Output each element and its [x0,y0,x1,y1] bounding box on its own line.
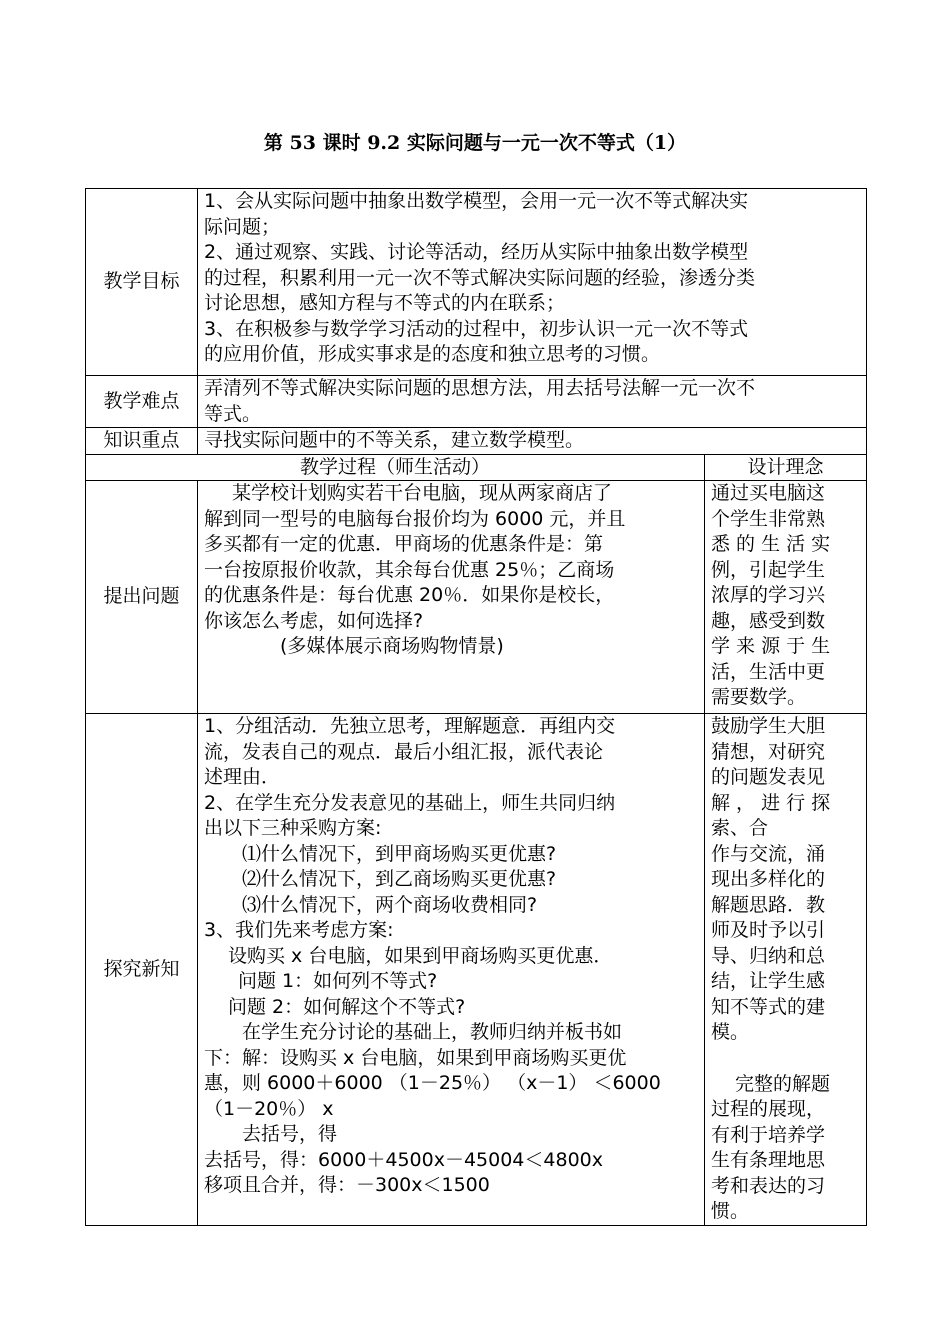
objectives-line: 的应用价值，形成实事求是的态度和独立思考的习惯。 [204,343,661,365]
page-title: 第 53 课时 9.2 实际问题与一元一次不等式（1） [263,132,687,154]
design-line: 结，让学生感 [711,970,826,992]
explore-line: ⑵什么情况下，到乙商场购买更优惠? [242,868,557,890]
design-line: 浓厚的学习兴 [711,584,826,606]
design-line: 悉 的 生 活 实 [711,533,831,555]
problem-line: 一台按原报价收款，其余每台优惠 25％；乙商场 [204,558,615,581]
lesson-plan-table [85,188,867,1226]
design-line: 师及时予以引 [711,919,826,941]
problem-line: 解到同一型号的电脑每台报价均为 6000 元，并且 [204,507,626,530]
explore-line: ⑶什么情况下，两个商场收费相同? [242,893,538,916]
explore-line: 出以下三种采购方案: [204,817,382,839]
design-line: 趣，感受到数 [711,609,826,632]
design-line: 解 ， 进 行 探 [711,791,831,814]
explore-line: 去括号，得：6000＋4500x－45004＜4800x [204,1148,603,1171]
explore-line: 在学生充分讨论的基础上，教师归纳并板书如 [242,1021,623,1043]
design-line: 考和表达的习 [711,1174,826,1197]
design-line: 完整的解题 [735,1072,831,1095]
explore-line: 1、分组活动．先独立思考，理解题意．再组内交 [204,715,616,737]
difficulty-label: 教学难点 [86,376,198,428]
design-line: 作与交流，涌 [711,842,826,865]
explore-line: 惠，则 6000＋6000 （1－25％） （x－1） ＜6000 [204,1072,661,1094]
design-line: 个学生非常熟 [711,507,826,530]
design-line: 索、合 [711,817,769,839]
objectives-line: 3、在积极参与数学学习活动的过程中，初步认识一元一次不等式 [204,317,749,340]
problem-line: (多媒体展示商场购物情景) [280,635,504,657]
explore-line: 去括号，得 [242,1123,338,1145]
design-line: 模。 [711,1021,750,1043]
objectives-line: 讨论思想，感知方程与不等式的内在联系； [204,292,566,314]
key-points-content: 寻找实际问题中的不等关系，建立数学模型。 [198,428,867,455]
explore-line: 2、在学生充分发表意见的基础上，师生共同归纳 [204,791,616,814]
design-line: 学 来 源 于 生 [711,635,831,657]
design-line: 现出多样化的 [711,868,826,890]
objectives-content [198,189,867,376]
design-line: 例，引起学生 [711,558,826,581]
explore-design [705,714,867,1226]
design-line: 有利于培养学 [711,1123,826,1146]
problem-line: 某学校计划购实若干台电脑，现从两家商店了 [232,482,613,504]
design-line: 猜想，对研究 [711,740,826,763]
explore-line: 问题 2：如何解这个不等式? [228,995,466,1018]
difficulty-content [198,376,867,428]
problem-line: 的优惠条件是：每台优惠 20％．如果你是校长， [204,584,615,606]
problem-design [705,481,867,714]
problem-content [198,481,705,714]
difficulty-line: 等式。 [204,402,262,425]
objectives-line: 际问题； [204,215,281,238]
design-line: 惯。 [711,1200,750,1222]
design-line: 通过买电脑这 [711,482,826,504]
explore-row [86,714,867,1226]
design-line: 解题思路．教 [711,893,826,916]
explore-line: （1－20％） x [204,1097,334,1120]
objectives-row [86,189,867,376]
design-line: 知不等式的建 [711,995,826,1018]
explore-line: 下：解：设购买 x 台电脑，如果到甲商场购买更优 [204,1046,627,1069]
process-header-row [86,454,867,481]
design-line: 鼓励学生大胆 [711,715,826,737]
key-points-row [86,428,867,455]
explore-line: 流，发表自己的观点．最后小组汇报，派代表论 [204,740,604,763]
objectives-line: 的过程，积累利用一元一次不等式解决实际问题的经验，渗透分类 [204,266,756,289]
explore-label: 探究新知 [86,714,198,1226]
problem-line: 多买都有一定的优惠．甲商场的优惠条件是：第 [204,533,604,555]
design-line: 导、归纳和总 [711,944,826,967]
objectives-line: 1、会从实际问题中抽象出数学模型，会用一元一次不等式解决实 [204,190,749,212]
design-header: 设计理念 [705,454,867,481]
design-line: 活，生活中更 [711,660,826,683]
problem-label: 提出问题 [86,481,198,714]
process-header: 教学过程（师生活动） [86,454,705,481]
objectives-label: 教学目标 [86,189,198,376]
explore-line: 设购买 x 台电脑，如果到甲商场购买更优惠． [228,944,613,967]
design-line: 过程的展现， [711,1098,826,1120]
problem-row [86,481,867,714]
difficulty-row [86,376,867,428]
explore-line: ⑴什么情况下，到甲商场购买更优惠? [242,842,557,865]
problem-line: 你该怎么考虑，如何选择? [204,609,424,632]
explore-line: 问题 1：如何列不等式? [238,970,438,992]
key-points-label: 知识重点 [86,428,198,455]
explore-content [198,714,705,1226]
design-line: 生有条理地思 [711,1149,826,1171]
spacer [711,1046,860,1072]
explore-line: 述理由． [204,766,281,788]
design-line: 的问题发表见 [711,766,826,788]
explore-line: 3、我们先来考虑方案: [204,919,394,941]
design-line: 需要数学。 [711,686,807,708]
explore-line: 移项且合并，得：－300x＜1500 [204,1174,490,1196]
difficulty-line: 弄清列不等式解决实际问题的思想方法，用去括号法解一元一次不 [204,377,756,399]
objectives-line: 2、通过观察、实践、讨论等活动，经历从实际中抽象出数学模型 [204,241,749,263]
